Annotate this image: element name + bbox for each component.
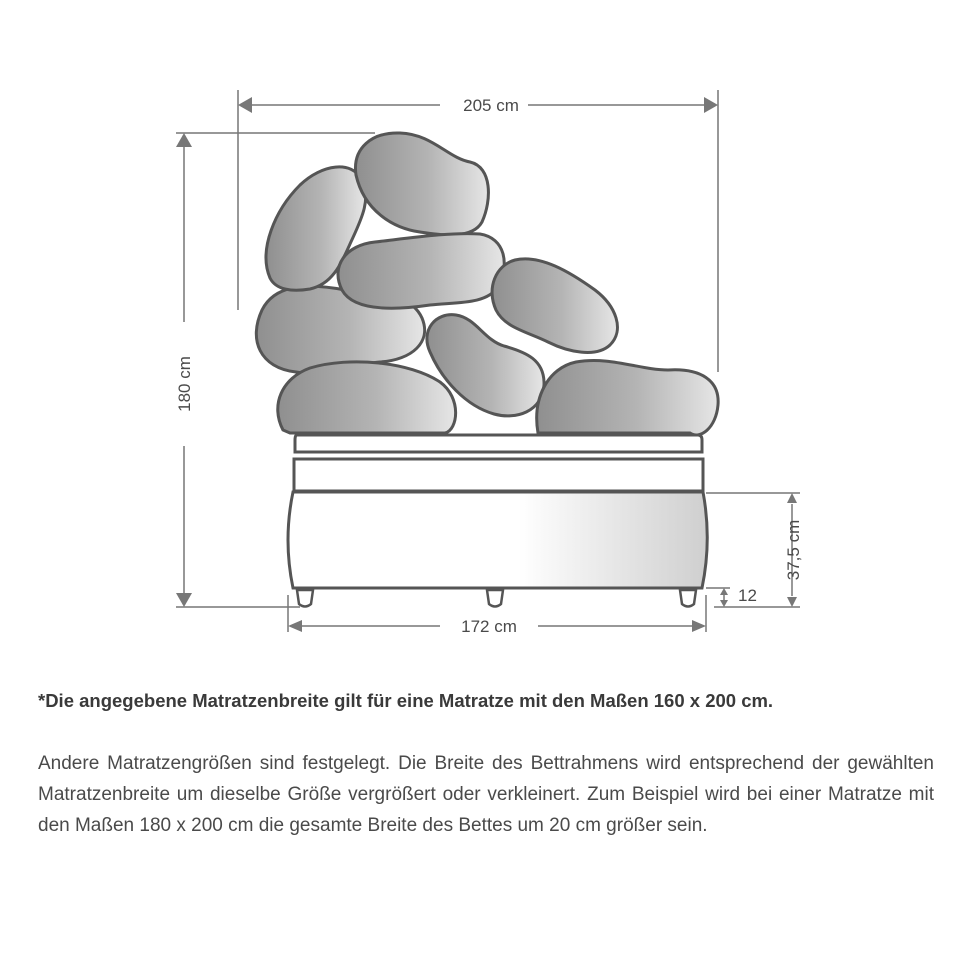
headboard-stone — [355, 133, 488, 235]
base-height-label: 37,5 cm — [784, 519, 803, 581]
headboard-stones — [256, 133, 718, 435]
bed-foot — [680, 590, 696, 607]
bed-foot — [297, 590, 313, 607]
mattress-body — [294, 459, 703, 491]
frame-width-label: 172 cm — [461, 617, 517, 636]
mattress-top-layer — [295, 435, 702, 452]
bed-base — [288, 492, 707, 588]
total-width-label: 205 cm — [463, 96, 519, 115]
leg-height-label: 12 — [738, 586, 757, 605]
bed-feet — [297, 590, 696, 607]
size-explanation-text: Andere Matratzengrößen sind festgelegt. Die Breite des Bettrahmens wird entsprechend der gewählten Matratzenbreite um dieselbe Größe vergrößert oder verkleinert. Zum Beispiel wird bei einer Matratze mit den Maßen 180 x 200 cm die gesamte Breite des Bettes um 20 cm größer sein. — [38, 753, 934, 836]
headboard-stone — [537, 361, 718, 435]
total-height-label: 180 cm — [175, 356, 194, 412]
headboard-stone — [338, 234, 504, 309]
mattress — [294, 435, 703, 491]
headboard-stone — [278, 362, 456, 433]
mattress-width-note: *Die angegebene Matratzenbreite gilt für eine Matratze mit den Maßen 160 x 200 cm. — [38, 690, 774, 711]
bed-foot — [487, 590, 503, 607]
headboard-stone — [492, 259, 617, 353]
